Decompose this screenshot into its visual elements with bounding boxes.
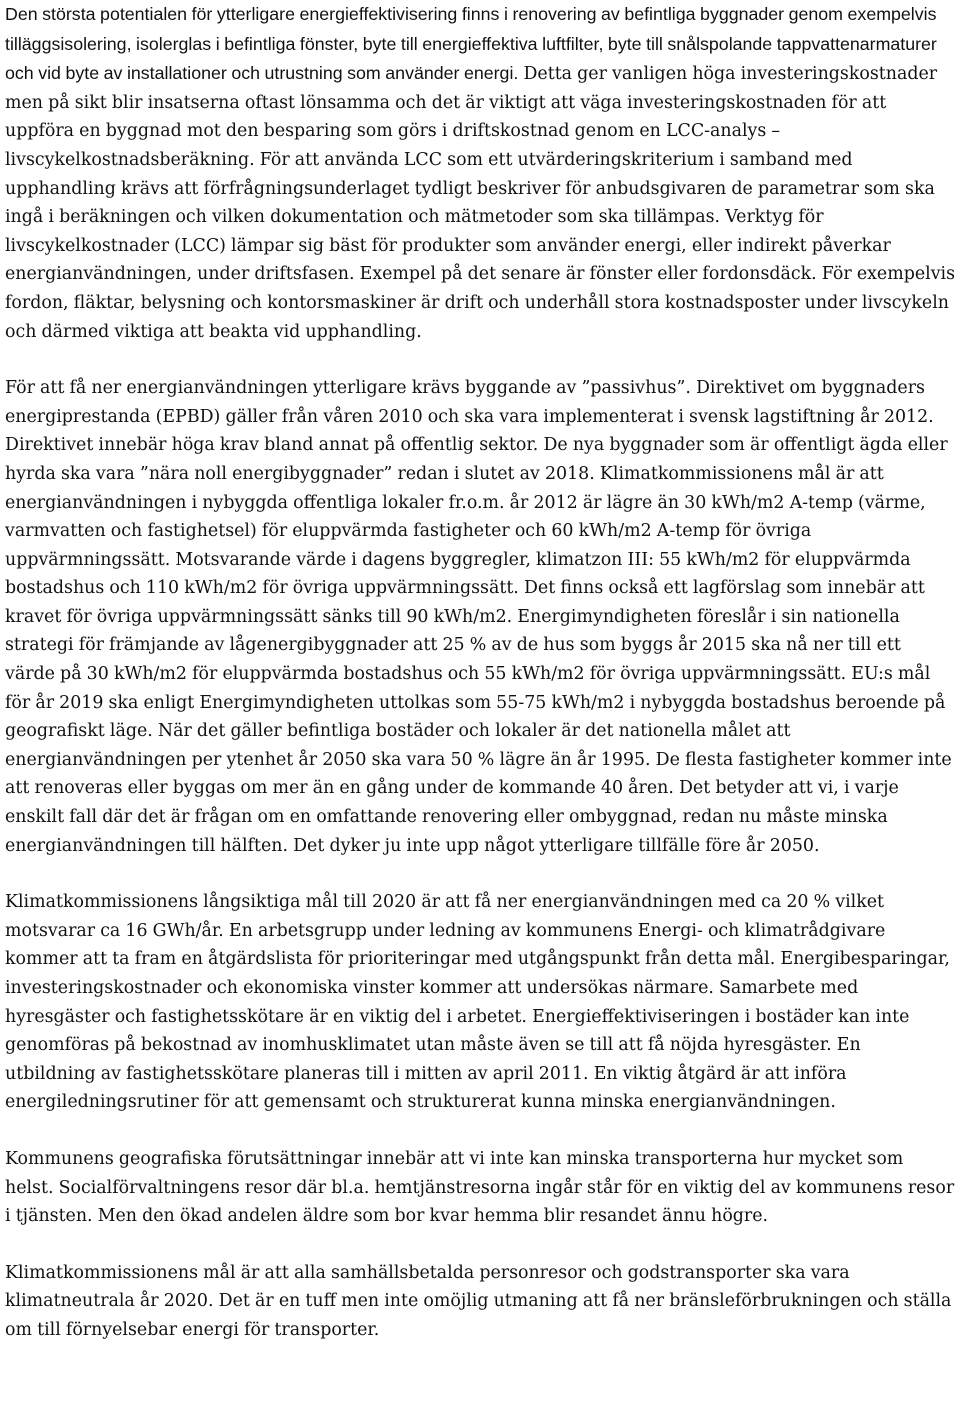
paragraph-gap <box>5 346 955 374</box>
paragraph-long-term-goal: Klimatkommissionens långsiktiga mål till 2020 är att få ner energianvändningen med ca 20 % vilket motsvarar ca 16 GWh/år. En arbetsgrupp under ledning av kommunens Energi- och klimatrådgivare kommer att ta fram en åtgärdslista för prioriteringar med utgångspunkt från detta mål. Energibesparingar, investeringskostnader och ekonomiska vinster kommer att undersökas närmare. Samarbete med hyresgäster och fastighetsskötare är en viktig del i arbetet. Energieffektiviseringen i bostäder kan inte genomföras på bekostnad av inomhusklimatet utan måste även se till att få nöjda hyresgäster. En utbildning av fastighetsskötare planeras till i mitten av april 2011. En viktig åtgärd är att införa energiledningsrutiner för att gemensamt och strukturerat kunna minska energianvändningen. <box>5 892 950 1113</box>
paragraph-transport-goal: Klimatkommissionens mål är att alla samhällsbetalda personresor och godstransporter ska vara klimatneutrala år 2020. Det är en tuff men inte omöjlig utmaning att få ner bränsleförbrukningen och ställa om till förnyelsebar energi för transporter. <box>5 1262 952 1340</box>
paragraph-renovation-lead: Den största potentialen för ytterligare energieffektivisering finns i renovering av befintliga byggnader genom exempelvis tilläggsisolering, isolerglas i befintliga fönster, byte till energieffektiva luftfilter, byte till snålspolande tappvattenarmaturer och vid byte av installationer och utrustning som använder energi. <box>5 4 937 84</box>
paragraph-transport-geography: Kommunens geografiska förutsättningar innebär att vi inte kan minska transporterna hur mycket som helst. Socialförvaltningens resor där bl.a. hemtjänstresorna ingår står för en viktig del av kommunens resor i tjänsten. Men den ökad andelen äldre som bor kvar hemma blir resandet ännu högre. <box>5 1148 955 1227</box>
paragraph-passive-houses: För att få ner energianvändningen ytterligare krävs byggande av ”passivhus”. Direktivet om byggnaders energiprestanda (EPBD) gäller från våren 2010 och ska vara implementerat i svensk lagstiftning år 2012. Direktivet innebär höga krav bland annat på offentlig sektor. De nya byggnader som är offentligt ägda eller hyrda ska vara ”nära noll energibyggnader” redan i slutet av 2018. Klimatkommissionens mål är att energianvändningen i nybyggda offentliga lokaler fr.o.m. år 2012 är lägre än 30 kWh/m2 A-temp (värme, varmvatten och fastighetsel) för eluppvärmda fastigheter och 60 kWh/m2 A-temp för övriga uppvärmningssätt. Motsvarande värde i dagens byggregler, klimatzon III: 55 kWh/m2 för eluppvärmda bostadshus och 110 kWh/m2 för övriga uppvärmningssätt. Det finns också ett lagförslag som innebär att kravet för övriga uppvärmningssätt sänks till 90 kWh/m2. Energimyndigheten föreslår i sin nationella strategi för främjande av lågenergibyggnader att 25 % av de hus som byggs år 2015 ska nå ner till ett värde på 30 kWh/m2 för eluppvärmda bostadshus och 55 kWh/m2 för övriga uppvärmningssätt. EU:s mål för år 2019 ska enligt Energimyndigheten uttolkas som 55-75 kWh/m2 i nybyggda bostadshus beroende på geografiskt läge. När det gäller befintliga bostäder och lokaler är det nationella målet att energianvändningen per ytenhet år 2050 ska vara 50 % lägre än år 1995. De flesta fastigheter kommer inte att renoveras eller byggas om mer än en gång under de kommande 40 åren. Det betyder att vi, i varje enskilt fall där det är frågan om en omfattande renovering eller ombyggnad, redan nu måste minska energianvändningen till hälften. Det dyker ju inte upp något ytterligare tillfälle före år 2050. <box>5 378 952 856</box>
paragraph-gap <box>5 1231 955 1259</box>
paragraph-renovation <box>5 0 955 346</box>
document-page <box>5 0 955 1345</box>
paragraph-gap <box>5 860 955 888</box>
paragraph-renovation-body: Detta ger vanligen höga investeringskostnader men på sikt blir insatserna oftast lönsamma och det är viktigt att väga investeringskostnaden för att uppföra en byggnad mot den besparing som görs i driftskostnad genom en LCC-analys – livscykelkostnadsberäkning. För att använda LCC som ett utvärderingskriterium i samband med upphandling krävs att förfrågningsunderlaget tydligt beskriver för anbudsgivaren de parametrar som ska ingå i beräkningen och vilken dokumentation och mätmetoder som ska tillämpas. Verktyg för livscykelkostnader (LCC) lämpar sig bäst för produkter som använder energi, eller indirekt påverkar energianvändningen, under driftsfasen. Exempel på det senare är fönster eller fordonsdäck. För exempelvis fordon, fläktar, belysning och kontorsmaskiner är drift och underhåll stora kostnadsposter under livscykeln och därmed viktiga att beakta vid upphandling. <box>5 64 956 342</box>
paragraph-gap <box>5 1117 955 1145</box>
